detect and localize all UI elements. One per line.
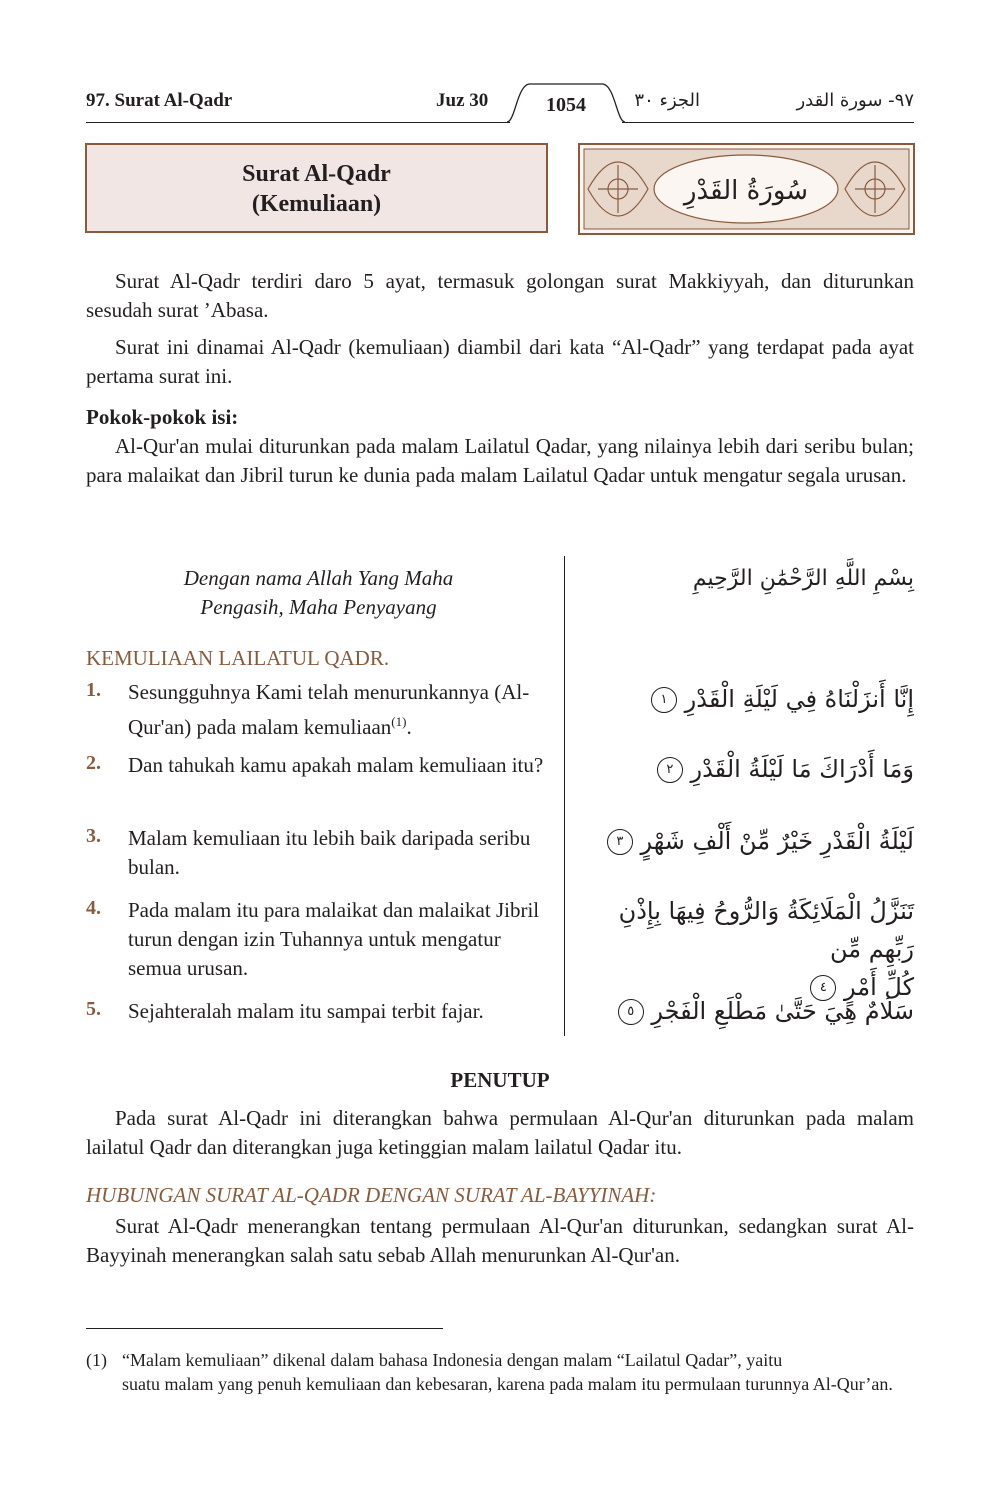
- column-divider: [564, 556, 565, 1036]
- ayah-end-marker: ٤: [810, 975, 836, 1001]
- verse-translation: Malam kemuliaan itu lebih baik daripada seribu bulan.: [128, 826, 531, 879]
- verse-number: 5.: [86, 998, 101, 1020]
- ayah-end-marker: ١: [651, 687, 677, 713]
- verse-translation: Sesungguhnya Kami telah menurunkannya (Al-Qur'an) pada malam kemuliaan$^{(1)}$.: [128, 680, 530, 739]
- page-number: 1054: [546, 94, 586, 116]
- header-rule-right: [622, 122, 914, 123]
- verse-translation: Pada malam itu para malaikat dan malaikat Jibril turun dengan izin Tuhannya untuk mengatur semua urusan.: [128, 898, 540, 980]
- verse-arabic: تَنَزَّلُ الْمَلَائِكَةُ وَالرُّوحُ فِيهَا بِإِذْنِ رَبِّهِم مِّن كُلِّ أَمْرٍ ٤: [618, 897, 914, 1001]
- surah-title: Surat Al-Qadr: [242, 161, 391, 187]
- verse-number: 3.: [86, 825, 101, 847]
- verse-arabic: إِنَّا أَنزَلْنَاهُ فِي لَيْلَةِ الْقَدْرِ ١: [594, 680, 914, 718]
- pokok-heading: Pokok-pokok isi:: [86, 405, 239, 429]
- penutup-heading: PENUTUP: [450, 1068, 550, 1092]
- verse-number: 2.: [86, 752, 101, 774]
- header-surah-arabic: ٩٧- سورة القدر: [796, 90, 914, 111]
- basmala-translation: Dengan nama Allah Yang Maha Pengasih, Maha Penyayang: [183, 566, 454, 619]
- verse-arabic: سَلَامٌ هِيَ حَتَّىٰ مَطْلَعِ الْفَجْرِ ٥: [594, 992, 914, 1030]
- footnote-mark: (1): [86, 1350, 107, 1370]
- verse-translation: Dan tahukah kamu apakah malam kemuliaan itu?: [128, 753, 544, 777]
- surah-title-box: [85, 143, 548, 233]
- surah-ornament-frame: [578, 143, 915, 235]
- section-heading: KEMULIAAN LAILATUL QADR.: [86, 646, 390, 670]
- pokok-text: Al-Qur'an mulai diturunkan pada malam Lailatul Qadar, yang nilainya lebih dari seribu bulan; para malaikat dan Jibril turun ke dunia pada malam Lailatul Qadar untuk mengatur segala urusan.: [86, 434, 914, 487]
- footnote: (1) “Malam kemuliaan” dikenal dalam bahasa Indonesia dengan malam “Lailatul Qadar”, yaitu suatu malam yang penuh kemuliaan dan kebesaran, karena pada malam itu permulaan turunnya Al-Qur’an.: [86, 1350, 893, 1394]
- verse-number: 4.: [86, 897, 101, 919]
- ayah-end-marker: ٥: [618, 999, 644, 1025]
- verse-number: 1.: [86, 679, 101, 701]
- header-juz-latin: Juz 30: [436, 90, 489, 111]
- verse-arabic: لَيْلَةُ الْقَدْرِ خَيْرٌ مِّنْ أَلْفِ شَهْرٍ ٣: [594, 822, 914, 860]
- verse-arabic: وَمَا أَدْرَاكَ مَا لَيْلَةُ الْقَدْرِ ٢: [594, 750, 914, 788]
- header-surah-latin: 97. Surat Al-Qadr: [86, 90, 233, 111]
- header-juz-arabic: الجزء ٣٠: [634, 90, 700, 111]
- penutup-text: Pada surat Al-Qadr ini diterangkan bahwa permulaan Al-Qur'an diturunkan pada malam lailatul Qadr dan diterangkan juga ketinggian malam lailatul Qadar itu.: [86, 1106, 914, 1159]
- surah-arabic-title: سُورَةُ القَدْرِ: [683, 176, 809, 206]
- verse-translation: Sejahteralah malam itu sampai terbit fajar.: [128, 999, 484, 1023]
- header-rule-left: [86, 122, 510, 123]
- intro-paragraph-2: Surat ini dinamai Al-Qadr (kemuliaan) diambil dari kata “Al-Qadr” yang terdapat pada ayat pertama surat ini.: [86, 335, 914, 388]
- intro-paragraph-1: Surat Al-Qadr terdiri daro 5 ayat, termasuk golongan surat Makkiyyah, dan diturunkan sesudah surat ’Abasa.: [86, 269, 914, 322]
- footnote-ref: (1): [391, 714, 407, 729]
- hubungan-text: Surat Al-Qadr menerangkan tentang permulaan Al-Qur'an diturunkan, sedangkan surat Al-Bayyinah menerangkan salah satu sebab Allah menurunkan Al-Qur'an.: [86, 1214, 914, 1267]
- basmala-arabic: بِسْمِ اللَّهِ الرَّحْمَٰنِ الرَّحِيمِ: [692, 566, 914, 591]
- ayah-end-marker: ٣: [607, 829, 633, 855]
- hubungan-heading: HUBUNGAN SURAT AL-QADR DENGAN SURAT AL-BAYYINAH:: [86, 1183, 657, 1207]
- surah-subtitle: (Kemuliaan): [251, 191, 382, 217]
- footnote-rule: [86, 1328, 443, 1329]
- ayah-end-marker: ٢: [657, 757, 683, 783]
